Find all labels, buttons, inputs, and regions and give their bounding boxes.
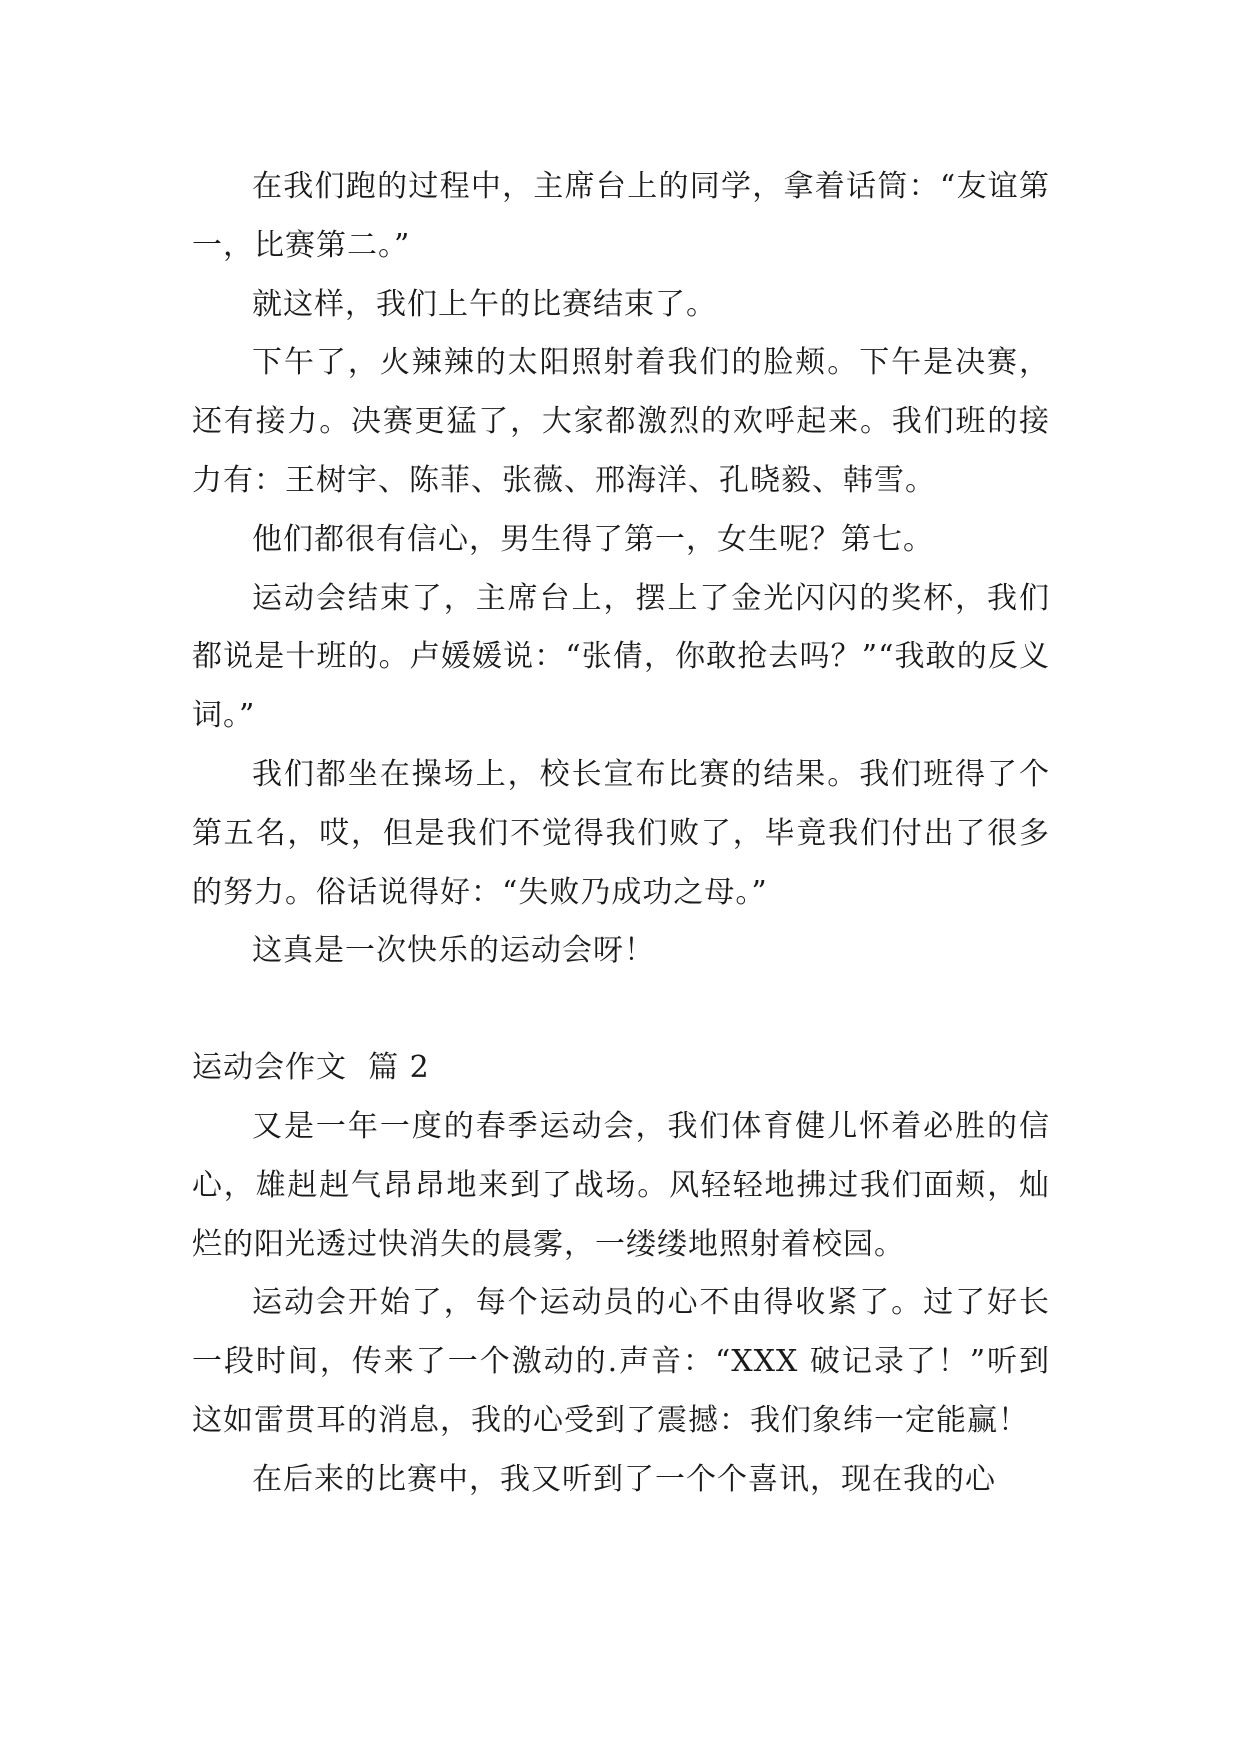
paragraph: 这真是一次快乐的运动会呀！ xyxy=(252,933,655,969)
paragraph: 我们都坐在操场上，校长宣布比赛的结果。我们班得了个第五名，哎，但是我们不觉得我们败了，毕竟我们付出了很多的努力。俗话说得好：“失败乃成功之母。” xyxy=(192,756,1050,910)
paragraph: 运动会开始了，每个运动员的心不由得收紧了。过了好长一段时间，传来了一个激动的.声音：“XXX 破记录了！”听到这如雷贯耳的消息，我的心受到了震撼：我们象纬一定能赢！ xyxy=(192,1285,1050,1438)
section-heading: 运动会作文 篇 2 xyxy=(192,1050,430,1086)
document-body xyxy=(192,158,1050,1510)
paragraph: 在后来的比赛中，我又听到了一个个喜讯，现在我的心 xyxy=(252,1461,996,1497)
paragraph: 在我们跑的过程中，主席台上的同学，拿着话筒：“友谊第一，比赛第二。” xyxy=(192,169,1050,263)
paragraph: 就这样，我们上午的比赛结束了。 xyxy=(252,286,717,322)
paragraph: 他们都很有信心，男生得了第一，女生呢？第七。 xyxy=(252,521,934,557)
paragraph: 又是一年一度的春季运动会，我们体育健儿怀着必胜的信心，雄赳赳气昂昂地来到了战场。风轻轻地拂过我们面颊，灿烂的阳光透过快消失的晨雾，一缕缕地照射着校园。 xyxy=(192,1108,1050,1262)
paragraph: 下午了，火辣辣的太阳照射着我们的脸颊。下午是决赛，还有接力。决赛更猛了，大家都激烈的欢呼起来。我们班的接力有：王树宇、陈菲、张薇、邢海洋、孔晓毅、韩雪。 xyxy=(192,345,1050,498)
paragraph: 运动会结束了，主席台上，摆上了金光闪闪的奖杯，我们都说是十班的。卢媛媛说：“张倩，你敢抢去吗？”“我敢的反义词。” xyxy=(192,580,1050,734)
